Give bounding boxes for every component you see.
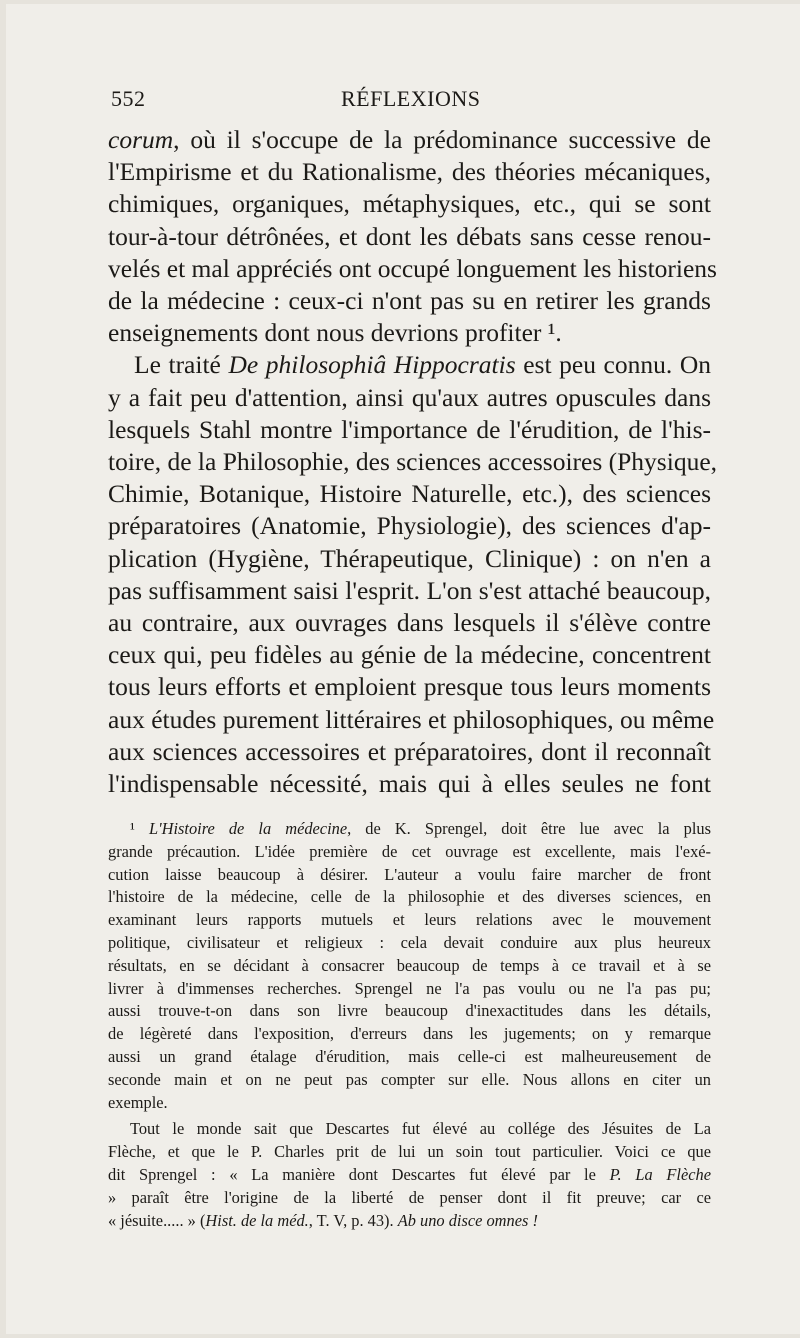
footnote-line: grande précaution. L'idée première de cet ouvrage est excellente, mais l'exé- [108, 841, 711, 861]
text-line: enseignements dont nous devrions profiter ¹. [108, 318, 562, 348]
footnote-line [108, 1164, 711, 1187]
text-line: lesquels Stahl montre l'importance de l'érudition, de l'his- [108, 414, 711, 444]
text-span: , T. V, p. 43). [308, 1210, 398, 1230]
text-line: velés et mal appréciés ont occupé longuement les historiens [108, 253, 717, 283]
text-line: aux études purement littéraires et philosophiques, ou même [108, 704, 715, 734]
text-line: de la médecine : ceux-ci n'ont pas su en retirer les grands [108, 286, 711, 316]
text-line: l'indispensable nécessité, mais qui à elles seules ne font [108, 769, 711, 799]
footnote-marker: ¹ [130, 819, 135, 838]
footnote [108, 818, 711, 1232]
footnote-line: exemple. [108, 1092, 168, 1112]
running-title: RÉFLEXIONS [341, 86, 481, 111]
text-line: plication (Hygiène, Thérapeutique, Clinique) : on n'en a [108, 543, 711, 573]
text-span: « jésuite..... » ( [108, 1210, 206, 1230]
text-line: tour-à-tour détrônées, et dont les débats sans cesse renou- [108, 221, 711, 251]
footnote-line: Flèche, et que le P. Charles prit de lui un soin tout particulier. Voici ce que [108, 1142, 711, 1162]
footnote-line: cution laisse beaucoup à désirer. L'auteur a voulu faire marcher de front [108, 864, 711, 884]
text-line: l'Empirisme et du Rationalisme, des théories mécaniques, [108, 157, 711, 187]
italic-title: De philosophiâ Hippocratis [228, 350, 516, 380]
text-line: toire, de la Philosophie, des sciences accessoires (Physique, [108, 447, 718, 477]
page-header [111, 86, 711, 116]
footnote-line: aussi trouve-t-on dans son livre beaucoup d'inexactitudes dans les détails, [108, 1001, 711, 1021]
italic-title: L'Histoire de la médecine [149, 819, 348, 838]
footnote-line: aussi un grand étalage d'érudition, mais celle-ci est malheureusement de [108, 1046, 711, 1066]
text-line: y a fait peu d'attention, ainsi qu'aux autres opuscules dans [108, 382, 711, 412]
text-span: est peu connu. On [515, 350, 711, 380]
text-line: au contraire, aux ouvrages dans lesquels il s'élève contre [108, 608, 711, 638]
footnote-line: résultats, en se décidant à consacrer beaucoup de temps à ce travail et à se [108, 955, 711, 975]
text-line: ceux qui, peu fidèles au génie de la médecine, concentrent [108, 640, 711, 670]
text-line: aux sciences accessoires et préparatoires, dont il reconnaît [108, 736, 711, 766]
text-line [108, 124, 711, 156]
italic-word: corum [108, 125, 174, 154]
text-line: chimiques, organiques, métaphysiques, etc., qui se sont [108, 189, 711, 219]
footnote-line [108, 1210, 711, 1233]
italic-citation: Hist. de la méd. [205, 1210, 309, 1230]
footnote-line: livrer à d'immenses recherches. Sprengel ne l'a pas voulu ou ne l'a pas pu; [108, 978, 711, 998]
text-span: dit Sprengel : « La manière dont Descartes fut élevé par le [108, 1164, 610, 1184]
text-line: pas suffisamment saisi l'esprit. L'on s'est attaché beaucoup, [108, 575, 711, 605]
footnote-line: seconde main et on ne peut pas compter sur elle. Nous allons en citer un [108, 1069, 711, 1089]
text-span: Le traité [134, 350, 229, 380]
footnote-line: Tout le monde sait que Descartes fut élevé au collége des Jésuites de La [130, 1119, 711, 1139]
footnote-line: politique, civilisateur et religieux : cela devait conduire aux plus heureux [108, 932, 711, 952]
footnote-line: » paraît être l'origine de la liberté de penser dont il fit preuve; car ce [108, 1187, 711, 1207]
text-line [108, 349, 711, 381]
italic-phrase: Ab uno disce omnes ! [397, 1210, 538, 1230]
footnote-line: l'histoire de la médecine, celle de la philosophie et des diverses sciences, en [108, 887, 711, 907]
text-line: préparatoires (Anatomie, Physiologie), des sciences d'ap- [108, 511, 711, 541]
footnote-line: de légèreté dans l'exposition, d'erreurs dans les jugements; on y remarque [108, 1024, 711, 1044]
main-text [108, 124, 718, 800]
italic-text: P. La Flèche [609, 1164, 711, 1184]
text-line: tous leurs efforts et emploient presque tous leurs moments [108, 672, 711, 702]
footnote-line [108, 818, 711, 841]
footnote-line: examinant leurs rapports mutuels et leurs relations avec le mouvement [108, 910, 711, 930]
text-span: , de K. Sprengel, doit être lue avec la plus [347, 819, 711, 838]
page-number: 552 [111, 86, 146, 111]
text-span: , où il s'occupe de la prédominance successive de [173, 125, 711, 154]
text-line: Chimie, Botanique, Histoire Naturelle, etc.), des sciences [108, 479, 711, 509]
